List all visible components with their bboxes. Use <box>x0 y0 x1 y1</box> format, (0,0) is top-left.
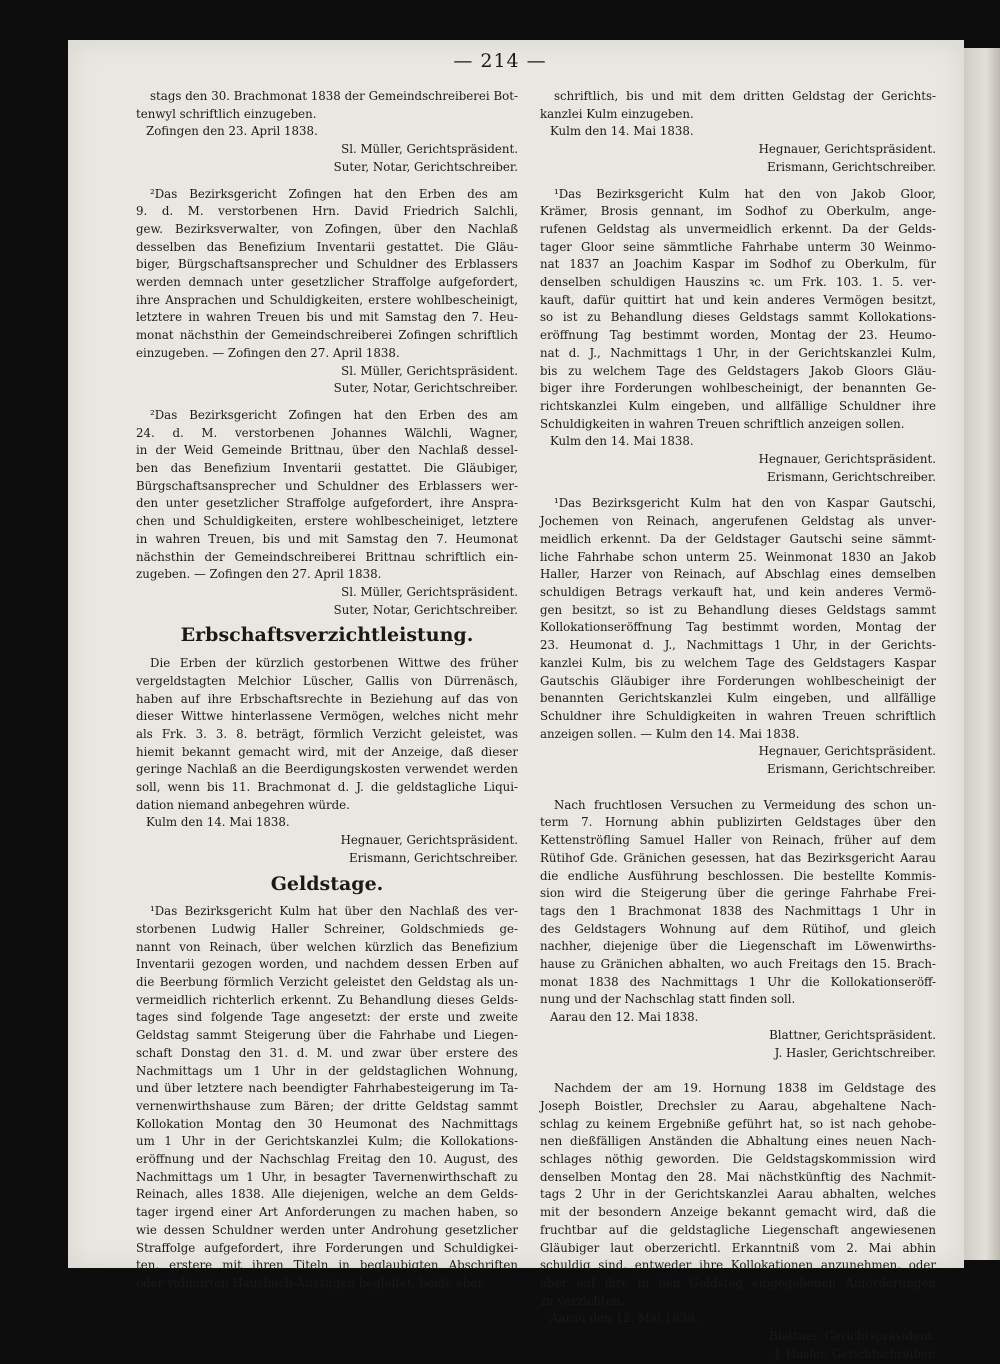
text-line: einzugeben. — Zofingen den 27. April 1838. <box>136 345 400 360</box>
text-line: chen und Schuldigkeiten, erstere wohlbescheiniget, letztere <box>136 514 518 529</box>
notice-date: Zofingen den 23. April 1838. <box>146 124 318 139</box>
text-line: monat nächsthin der Gemeindschreiberei Zofingen schriftlich <box>136 328 518 343</box>
text-line: tages sind folgende Tage angesetzt: der erste und zweite <box>136 1010 518 1025</box>
text-line: Geldstag sammt Steigerung über die Fahrhabe und Liegen- <box>136 1028 518 1043</box>
notice-date: Kulm den 14. Mai 1838. <box>550 124 694 139</box>
text-line: so ist zu Behandlung dieses Geldstags sammt Kollokations- <box>540 310 936 325</box>
text-line: nung und der Nachschlag statt finden soll. <box>540 992 796 1007</box>
text-line: aber auf ihre in den Geldstag eingegebenen Anforderungen <box>540 1276 936 1290</box>
text-line: hiemit bekannt gemacht wird, mit der Anzeige, daß dieser <box>136 744 518 759</box>
signature-president: Hegnauer, Gerichtspräsident. <box>758 142 936 157</box>
paragraph-lines <box>136 88 518 123</box>
text-line: geringe Nachlaß an die Beerdigungskosten verwendet werden <box>136 762 518 777</box>
text-line: kanzlei Kulm einzugeben. <box>540 106 694 121</box>
text-line: schuldigen Betrags verkauft hat, und kein anderes Vermö- <box>540 584 936 599</box>
signature-clerk: Suter, Notar, Gerichtschreiber. <box>333 381 518 396</box>
text-line: ten, erstere mit ihren Titeln in beglaubigten Abschriften <box>136 1258 518 1273</box>
signature-clerk: Erismann, Gerichtschreiber. <box>348 850 518 865</box>
text-line: nächsthin der Gemeindschreiberei Brittnau schriftlich ein- <box>136 549 518 564</box>
text-line: tags 2 Uhr in der Gerichtskanzlei Aarau abhalten, welches <box>540 1187 936 1202</box>
text-line: biger ihre Forderungen wohlbescheinigt, der benannten Ge- <box>540 381 936 396</box>
text-line: in der Weid Gemeinde Brittnau, über den Nachlaß dessel- <box>136 443 518 458</box>
notice-boistler <box>540 1080 936 1363</box>
signature-president: Hegnauer, Gerichtspräsident. <box>340 833 518 848</box>
text-line: vernenwirthshause zum Bären; der dritte Geldstag sammt <box>136 1098 518 1113</box>
text-line: als Frk. 3. 3. 8. beträgt, förmlich Verzicht geleistet, was <box>136 726 518 741</box>
text-line: rufenen Geldstag als unvermeidlich erkennt. Da der Gelds- <box>540 221 936 236</box>
text-line: ²Das Bezirksgericht Zofingen hat den Erben des am <box>150 186 518 201</box>
text-line: gew. Bezirksverwalter, von Zofingen, über den Nachlaß <box>136 221 518 236</box>
left-column <box>136 88 518 1293</box>
notice-haller <box>136 903 518 1292</box>
text-line: und über letztere nach beendigter Fahrhabesteigerung im Ta- <box>136 1081 518 1096</box>
section-heading-erbschaftsverzicht: Erbschaftsverzichtleistung. <box>180 624 474 647</box>
text-line: tags den 1 Brachmonat 1838 des Nachmittags 1 Uhr in <box>540 903 936 918</box>
text-line: hause zu Gränichen abhalten, wo auch Freitags den 15. Brach- <box>540 957 936 972</box>
text-line: Kollokationseröffnung Tag bestimmt worden, Montag der <box>540 620 936 635</box>
notice-date: Aarau den 12. Mai 1838. <box>550 1010 699 1025</box>
signature-clerk: J. Hasler, Gerichtschreiber. <box>774 1346 936 1361</box>
text-line: oder vidimirten Hausbuch-Auszügen begleitet, beide aber <box>136 1276 484 1290</box>
text-line: denselben Montag den 28. Mai nächstkünftig des Nachmit- <box>540 1169 936 1184</box>
section-heading-geldstage: Geldstage. <box>270 872 384 895</box>
text-line: Nach fruchtlosen Versuchen zu Vermeidung des schon un- <box>554 797 936 812</box>
signature-clerk: Erismann, Gerichtschreiber. <box>766 762 936 777</box>
text-line: schlages nöthig geworden. Die Geldstagskommission wird <box>540 1152 936 1167</box>
signature-president: Blattner, Gerichtspräsident. <box>769 1329 936 1344</box>
text-line: meidlich erkennt. Da der Geldstager Gautschi seine sämmt- <box>540 531 936 546</box>
signature-clerk: Erismann, Gerichtschreiber. <box>766 159 936 174</box>
paragraph-lines <box>540 495 936 743</box>
text-line: storbenen Ludwig Haller Schreiner, Goldschmieds ge- <box>136 921 518 936</box>
text-line: soll, wenn bis 11. Brachmonat d. J. die geldstagliche Liqui- <box>136 780 518 795</box>
text-line: Straffolge aufgefordert, ihre Forderungen und Schuldigkei- <box>136 1240 518 1255</box>
text-line: kauft, dafür quittirt hat und kein anderes Vermögen besitzt, <box>540 292 936 307</box>
text-line: Die Erben der kürzlich gestorbenen Wittwe des früher <box>150 656 518 671</box>
text-line: Gläubiger laut oberzerichtl. Erkanntniß vom 2. Mai abhin <box>540 1240 936 1255</box>
text-line: die endliche Ausführung beschlossen. Die bestellte Kommis- <box>540 868 936 883</box>
text-line: nat 1837 an Joachim Kaspar im Sodhof zu Oberkulm, für <box>540 257 936 272</box>
text-line: werden demnach unter gesetzlicher Straffolge aufgefordert, <box>136 275 518 290</box>
text-line: Gautschis Gläubiger ihre Forderungen wohlbescheinigt der <box>540 673 936 688</box>
text-line: 24. d. M. verstorbenen Johannes Wälchli, Wagner, <box>136 425 518 440</box>
right-column <box>540 88 936 1364</box>
text-line: vermeidlich richterlich erkennt. Zu Behandlung dieses Gelds- <box>136 992 518 1007</box>
text-line: Reinach, alles 1838. Alle diejenigen, welche an dem Gelds- <box>136 1187 518 1202</box>
notice-waelchli <box>136 407 518 619</box>
page-number: — 214 — <box>453 50 547 72</box>
paragraph-lines <box>136 655 518 814</box>
text-line: sion wird die Steigerung über die geringe Fahrhabe Frei- <box>540 886 936 901</box>
text-line: tager Gloor seine sämmtliche Fahrhabe unterm 30 Weinmo- <box>540 239 936 254</box>
signature-clerk: Erismann, Gerichtschreiber. <box>766 469 936 484</box>
text-line: anzeigen sollen. — Kulm den 14. Mai 1838. <box>540 726 800 741</box>
text-line: Nachmittags um 1 Uhr in der geldstaglichen Wohnung, <box>136 1063 518 1078</box>
notice-gloor <box>540 186 936 487</box>
text-line: nat d. J., Nachmittags 1 Uhr, in der Gerichtskanzlei Kulm, <box>540 345 936 360</box>
text-line: Inventarii gezogen worden, und nachdem dessen Erben auf <box>136 957 518 972</box>
text-line: Kollokation Montag den 30 Heumonat des Nachmittags <box>136 1116 518 1131</box>
text-line: stags den 30. Brachmonat 1838 der Gemeindschreiberei Bot- <box>150 89 518 103</box>
text-line: den unter gesetzlicher Straffolge aufgefordert, ihre Anspra- <box>136 496 518 511</box>
notice-haller-aarau <box>540 797 936 1063</box>
text-line: schuldig sind, entweder ihre Kollokationen anzunehmen, oder <box>540 1258 936 1273</box>
paragraph-lines <box>136 903 518 1292</box>
text-line: nachher, diejenige über die Liegenschaft im Löwenwirths- <box>540 939 936 954</box>
text-line: ²Das Bezirksgericht Zofingen hat den Erben des am <box>150 407 518 422</box>
paragraph-lines <box>136 186 518 363</box>
text-line: biger, Bürgschaftsansprecher und Schuldner des Erblassers <box>136 257 518 272</box>
text-line: eröffnung und der Nachschlag Freitag den 10. August, des <box>136 1152 518 1167</box>
notice-haller-end <box>540 88 936 177</box>
text-line: mit der besondern Anzeige bekannt gemacht wird, daß die <box>540 1205 936 1220</box>
text-line: Schuldner ihre Schuldigkeiten in wahren Treuen schriftlich <box>540 708 936 723</box>
text-line: zu verzichten. <box>540 1293 625 1308</box>
text-line: schlag zu keinem Ergebniße geführt hat, so ist nach gehobe- <box>540 1116 936 1131</box>
text-line: ihre Ansprachen und Schuldigkeiten, erstere wohlbescheinigt, <box>136 292 518 307</box>
text-line: zugeben. — Zofingen den 27. April 1838. <box>136 567 382 582</box>
text-line: schaft Donstag den 31. d. M. und zwar über erstere des <box>136 1045 518 1060</box>
text-line: ¹Das Bezirksgericht Kulm hat den von Kaspar Gautschi, <box>554 496 936 511</box>
notice-continuation <box>136 88 518 177</box>
text-line: benannten Gerichtskanzlei Kulm eingeben, und allfällige <box>540 691 936 706</box>
text-line: um 1 Uhr in der Gerichtskanzlei Kulm; die Kollokations- <box>136 1134 518 1149</box>
text-line: schriftlich, bis und mit dem dritten Geldstag der Gerichts- <box>554 89 936 103</box>
text-line: gen besitzt, so ist zu Behandlung dieses Geldstags sammt <box>540 602 936 617</box>
signature-clerk: Suter, Notar, Gerichtschreiber. <box>333 602 518 617</box>
text-line: nen dießfälligen Anständen die Abhaltung eines neuen Nach- <box>540 1134 936 1149</box>
paragraph-lines <box>540 186 936 434</box>
signature-president: Sl. Müller, Gerichtspräsident. <box>341 142 518 157</box>
next-page-edge <box>964 48 1000 1260</box>
signature-president: Hegnauer, Gerichtspräsident. <box>758 744 936 759</box>
text-line: Bürgschaftsansprecher und Schuldner des Erblassers wer- <box>136 478 518 493</box>
signature-clerk: Suter, Notar, Gerichtschreiber. <box>333 159 518 174</box>
notice-salchli <box>136 186 518 398</box>
text-line: monat 1838 des Nachmittags 1 Uhr die Kollokationseröff- <box>540 974 936 989</box>
paragraph-lines <box>540 1080 936 1310</box>
text-line: Nachdem der am 19. Hornung 1838 im Geldstage des <box>554 1081 936 1096</box>
notice-gautschi <box>540 495 936 778</box>
text-line: liche Fahrhabe schon unterm 25. Weinmonat 1830 an Jakob <box>540 549 936 564</box>
text-line: denselben schuldigen Hauszins ꝛc. um Frk. 103. 1. 5. ver- <box>540 275 936 290</box>
paragraph-lines <box>540 797 936 1009</box>
text-line: des Geldstagers Wohnung auf dem Rütihof, und gleich <box>540 921 936 936</box>
text-line: haben auf ihre Erbschaftsrechte in Beziehung auf das von <box>136 691 518 706</box>
notice-date: Kulm den 14. Mai 1838. <box>550 434 694 449</box>
text-line: vergeldstagten Melchior Lüscher, Gallis von Dürrenäsch, <box>136 673 518 688</box>
text-line: tager irgend einer Art Anforderungen zu machen haben, so <box>136 1205 518 1220</box>
text-line: die Beerbung förmlich Verzicht geleistet den Geldstag als un- <box>136 975 518 990</box>
notice-luescher <box>136 655 518 867</box>
signature-clerk: J. Hasler, Gerichtschreiber. <box>774 1045 936 1060</box>
paragraph-lines <box>136 407 518 584</box>
text-line: dieser Wittwe hinterlassene Vermögen, welches nicht mehr <box>136 709 518 724</box>
text-line: fruchtbar auf die geldstagliche Liegenschaft angewiesenen <box>540 1222 936 1237</box>
signature-president: Blattner, Gerichtspräsident. <box>769 1027 936 1042</box>
signature-president: Sl. Müller, Gerichtspräsident. <box>341 584 518 599</box>
text-line: richtskanzlei Kulm eingeben, und allfällige Schuldner ihre <box>540 398 936 413</box>
text-line: 23. Heumonat d. J., Nachmittags 1 Uhr, in der Gerichts- <box>540 638 936 653</box>
text-line: Haller, Harzer von Reinach, auf Abschlag eines demselben <box>540 567 936 582</box>
text-line: Krämer, Brosis gennant, im Sodhof zu Oberkulm, ange- <box>540 204 936 219</box>
paragraph-lines <box>540 88 936 123</box>
text-line: ben das Benefizium Inventarii gestattet. Die Gläubiger, <box>136 461 518 476</box>
text-line: Rütihof Gde. Gränichen gesessen, hat das Bezirksgericht Aarau <box>540 850 936 865</box>
text-line: wie dessen Schuldner werden unter Androhung gesetzlicher <box>136 1222 518 1237</box>
text-line: Kettenströfling Samuel Haller von Reinach, früher auf dem <box>540 833 936 848</box>
text-line: bis zu welchem Tage des Geldstagers Jakob Gloors Gläu- <box>540 363 936 378</box>
signature-president: Sl. Müller, Gerichtspräsident. <box>341 363 518 378</box>
text-line: letztere in wahren Treuen bis und mit Samstag den 7. Heu- <box>136 310 518 325</box>
text-line: Schuldigkeiten in wahren Treuen schriftlich anzeigen sollen. <box>540 416 905 431</box>
text-line: tenwyl schriftlich einzugeben. <box>136 106 317 121</box>
text-line: desselben das Benefizium Inventarii gestattet. Die Gläu- <box>136 239 518 254</box>
signature-president: Hegnauer, Gerichtspräsident. <box>758 452 936 467</box>
text-line: Joseph Boistler, Drechsler zu Aarau, abgehaltene Nach- <box>540 1098 936 1113</box>
text-line: kanzlei Kulm, bis zu welchem Tage des Geldstagers Kaspar <box>540 655 936 670</box>
text-line: ¹Das Bezirksgericht Kulm hat den von Jakob Gloor, <box>554 186 936 201</box>
text-line: in wahren Treuen, bis und mit Samstag den 7. Heumonat <box>136 531 518 546</box>
text-line: dation niemand anbegehren würde. <box>136 797 350 812</box>
text-line: ¹Das Bezirksgericht Kulm hat über den Nachlaß des ver- <box>150 904 518 919</box>
notice-date: Kulm den 14. Mai 1838. <box>146 815 290 830</box>
text-line: Nachmittags um 1 Uhr, in besagter Tavernenwirthschaft zu <box>136 1169 518 1184</box>
text-line: eröffnung Tag bestimmt worden, Montag der 23. Heumo- <box>540 328 936 343</box>
text-line: term 7. Hornung abhin publizirten Geldstages über den <box>540 815 936 830</box>
text-line: Jochemen von Reinach, angerufenen Geldstag als unver- <box>540 514 936 529</box>
text-line: 9. d. M. verstorbenen Hrn. David Friedrich Salchli, <box>136 204 518 219</box>
text-line: nannt von Reinach, über welchen kürzlich das Benefizium <box>136 939 518 954</box>
notice-date: Aarau den 12. Mai 1838. <box>550 1311 699 1326</box>
